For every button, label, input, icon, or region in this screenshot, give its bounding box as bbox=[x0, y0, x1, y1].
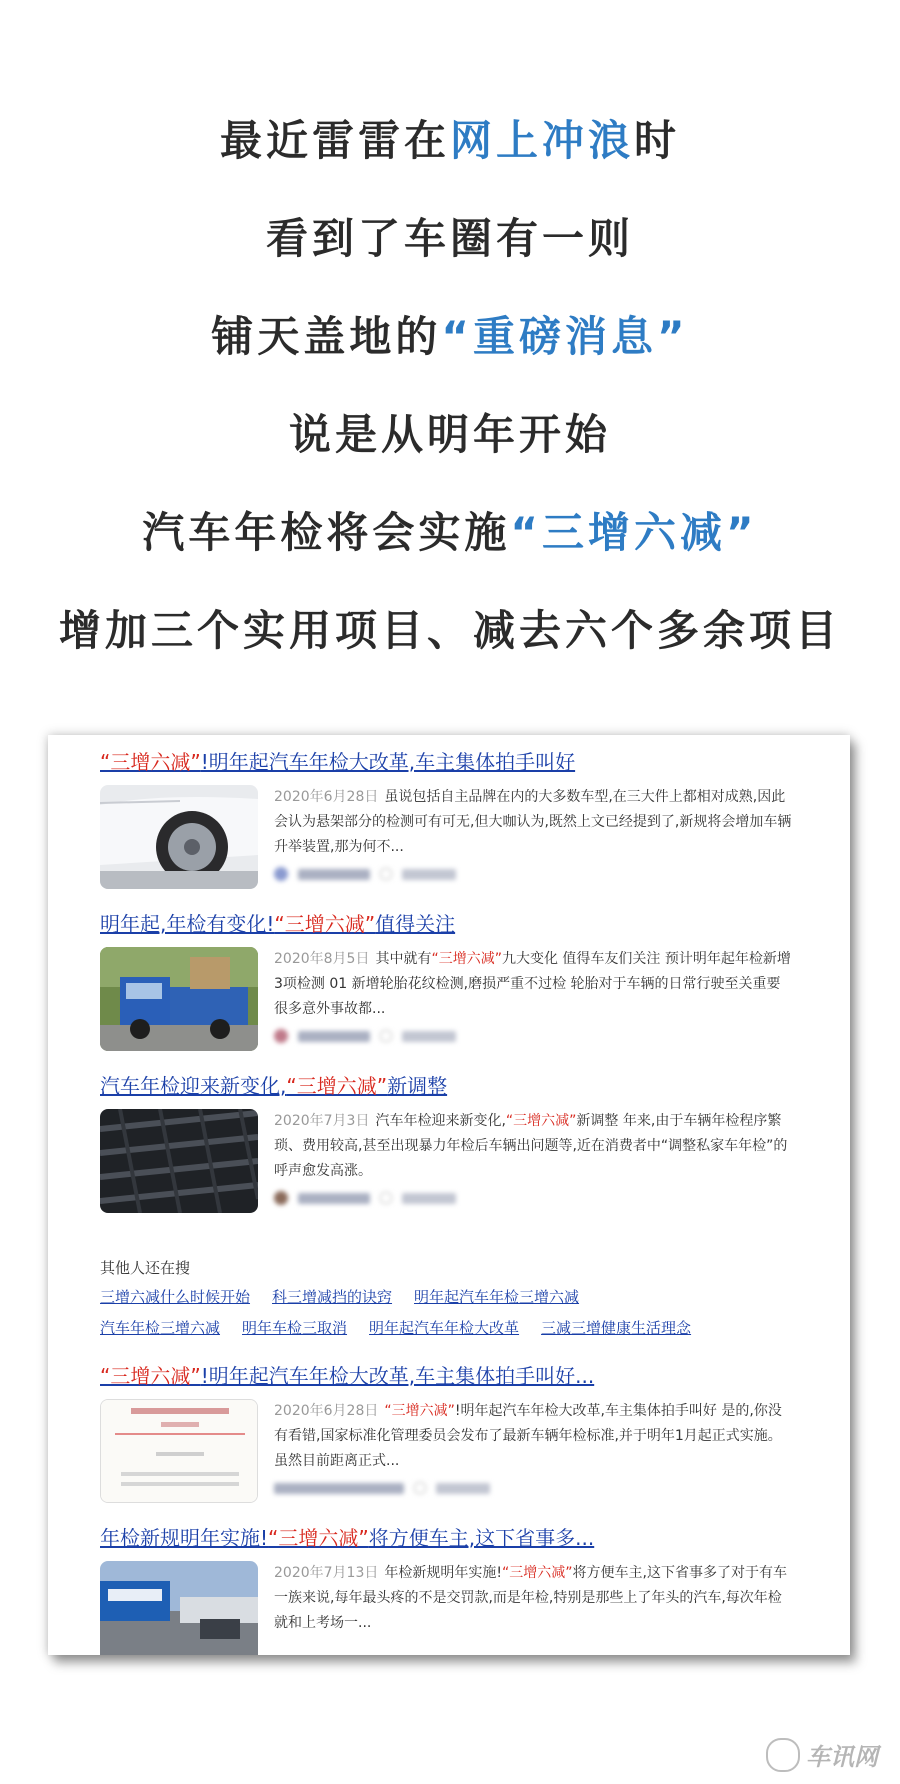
result-date: 2020年8月5日 bbox=[274, 951, 370, 967]
inspection-station-thumbnail[interactable] bbox=[100, 1561, 258, 1655]
result-snippet bbox=[274, 1561, 792, 1636]
intro-text: 时 bbox=[634, 116, 681, 165]
intro-highlight: “三增六减” bbox=[510, 508, 758, 557]
result-body bbox=[100, 785, 800, 893]
title-text: 将方便车主,这下省事多... bbox=[368, 1526, 595, 1550]
related-link[interactable]: 科三增减挡的诀窍 bbox=[272, 1288, 393, 1306]
search-results-card bbox=[48, 735, 850, 1655]
title-text: 新调整 bbox=[387, 1074, 448, 1098]
title-text: !明年起汽车年检大改革,车主集体拍手叫好 bbox=[200, 750, 576, 774]
keyword-highlight: “三增六减” bbox=[431, 951, 502, 967]
official-document-thumbnail[interactable] bbox=[100, 1399, 258, 1503]
tire-tread-thumbnail[interactable] bbox=[100, 1109, 258, 1213]
intro-text: 增加三个实用项目、减去六个多余项目 bbox=[58, 606, 841, 655]
source-meta-blurred bbox=[274, 1479, 490, 1497]
keyword-highlight: “三增六减” bbox=[100, 750, 201, 774]
intro-line-1 bbox=[0, 108, 900, 168]
source-meta-blurred bbox=[274, 1189, 456, 1207]
intro-highlight: “重磅消息” bbox=[441, 312, 689, 361]
result-body bbox=[100, 947, 800, 1055]
intro-line-2 bbox=[0, 206, 900, 266]
related-row bbox=[100, 1317, 820, 1338]
snippet-text: 汽车年检迎来新变化, bbox=[375, 1113, 506, 1129]
intro-line-6 bbox=[0, 598, 900, 658]
result-title-link[interactable] bbox=[100, 911, 800, 937]
result-date: 2020年6月28日 bbox=[274, 789, 379, 805]
related-link[interactable]: 明年车检三取消 bbox=[242, 1319, 348, 1337]
intro-line-4 bbox=[0, 402, 900, 462]
keyword-highlight: “三增六减” bbox=[274, 912, 376, 936]
result-date: 2020年7月3日 bbox=[274, 1113, 370, 1129]
result-snippet bbox=[274, 1109, 792, 1184]
result-snippet bbox=[274, 785, 792, 860]
watermark-text: 车讯网 bbox=[806, 1743, 878, 1771]
result-body bbox=[100, 1109, 800, 1217]
intro-text: 铺天盖地的 bbox=[211, 312, 442, 361]
result-date: 2020年7月13日 bbox=[274, 1565, 379, 1581]
title-text: 年检新规明年实施! bbox=[100, 1526, 269, 1550]
search-result bbox=[100, 1525, 800, 1655]
result-title-link[interactable] bbox=[100, 1525, 800, 1551]
watermark-logo-icon bbox=[766, 1738, 800, 1772]
snippet-text: 其中就有 bbox=[375, 951, 432, 967]
result-title-link[interactable] bbox=[100, 749, 800, 775]
result-snippet bbox=[274, 947, 792, 1022]
snippet-text: !明年起汽车年检大改革,车主集体拍手叫好 是的,你没有看错,国家标准化管理委员会发布了最新车辆年检标准,并于明年1月起正式实施。虽然目前距离正式... bbox=[274, 1403, 782, 1469]
intro-text: 最近雷雷在 bbox=[219, 116, 450, 165]
related-heading: 其他人还在搜 bbox=[100, 1259, 191, 1277]
search-result bbox=[100, 749, 800, 893]
blue-truck-thumbnail[interactable] bbox=[100, 947, 258, 1051]
result-snippet bbox=[274, 1399, 792, 1474]
snippet-text: 九大变化 值得车友们关注 预计明年起年检新增3项检测 01 新增轮胎花纹检测,磨损严重不过检 轮胎对于车辆的日常行驶至关重要 很多意外事故都... bbox=[274, 951, 791, 1017]
result-body bbox=[100, 1561, 800, 1655]
result-body bbox=[100, 1399, 800, 1507]
related-link[interactable]: 明年起汽车年检大改革 bbox=[369, 1319, 520, 1337]
related-link[interactable]: 三减三增健康生活理念 bbox=[541, 1319, 692, 1337]
keyword-highlight: “三增六减” bbox=[286, 1074, 388, 1098]
intro-text: 说是从明年开始 bbox=[288, 410, 611, 459]
keyword-highlight: “三增六减” bbox=[505, 1113, 577, 1129]
search-result bbox=[100, 1073, 800, 1217]
related-row bbox=[100, 1286, 820, 1307]
keyword-highlight: “三增六减” bbox=[501, 1565, 573, 1581]
source-meta-blurred bbox=[274, 1027, 456, 1045]
related-link[interactable]: 明年起汽车年检三增六减 bbox=[414, 1288, 580, 1306]
snippet-text: 年检新规明年实施! bbox=[384, 1565, 502, 1581]
title-text: 值得关注 bbox=[375, 912, 456, 936]
title-text: !明年起汽车年检大改革,车主集体拍手叫好... bbox=[200, 1364, 595, 1388]
related-searches bbox=[100, 1257, 820, 1348]
result-title-link[interactable] bbox=[100, 1363, 800, 1389]
intro-line-3 bbox=[0, 304, 900, 364]
keyword-highlight: “三增六减” bbox=[268, 1526, 369, 1550]
result-date: 2020年6月28日 bbox=[274, 1403, 379, 1419]
snippet-text: 将方便车主,这下省事多了对于有车一族来说,每年最头疼的不是交罚款,而是年检,特别是那些上了年头的汽车,每次年检就和上考场一... bbox=[274, 1565, 787, 1631]
car-wheel-thumbnail[interactable] bbox=[100, 785, 258, 889]
keyword-highlight: “三增六减” bbox=[100, 1364, 201, 1388]
related-link[interactable]: 汽车年检三增六减 bbox=[100, 1319, 221, 1337]
result-title-link[interactable] bbox=[100, 1073, 800, 1099]
search-result bbox=[100, 1363, 800, 1507]
search-result bbox=[100, 911, 800, 1055]
intro-text: 看到了车圈有一则 bbox=[265, 214, 634, 263]
snippet-text: 虽说包括自主品牌在内的大多数车型,在三大件上都相对成熟,因此会认为悬架部分的检测可有可无,但大咖认为,既然上文已经提到了,新规将会增加车辆升举装置,那为何不... bbox=[274, 789, 792, 855]
title-text: 汽车年检迎来新变化, bbox=[100, 1074, 287, 1098]
source-meta-blurred bbox=[274, 865, 456, 883]
intro-line-5 bbox=[0, 500, 900, 560]
title-text: 明年起,年检有变化! bbox=[100, 912, 275, 936]
intro-highlight: 网上冲浪 bbox=[449, 116, 634, 165]
snippet-text: 新调整 年来,由于车辆年检程序繁琐、费用较高,甚至出现暴力年检后车辆出问题等,近在消费者中“调整私家车年检”的呼声愈发高涨。 bbox=[274, 1113, 788, 1179]
intro-text: 汽车年检将会实施 bbox=[142, 508, 511, 557]
site-watermark bbox=[766, 1737, 878, 1772]
keyword-highlight: “三增六减” bbox=[384, 1403, 455, 1419]
related-link[interactable]: 三增六减什么时候开始 bbox=[100, 1288, 251, 1306]
